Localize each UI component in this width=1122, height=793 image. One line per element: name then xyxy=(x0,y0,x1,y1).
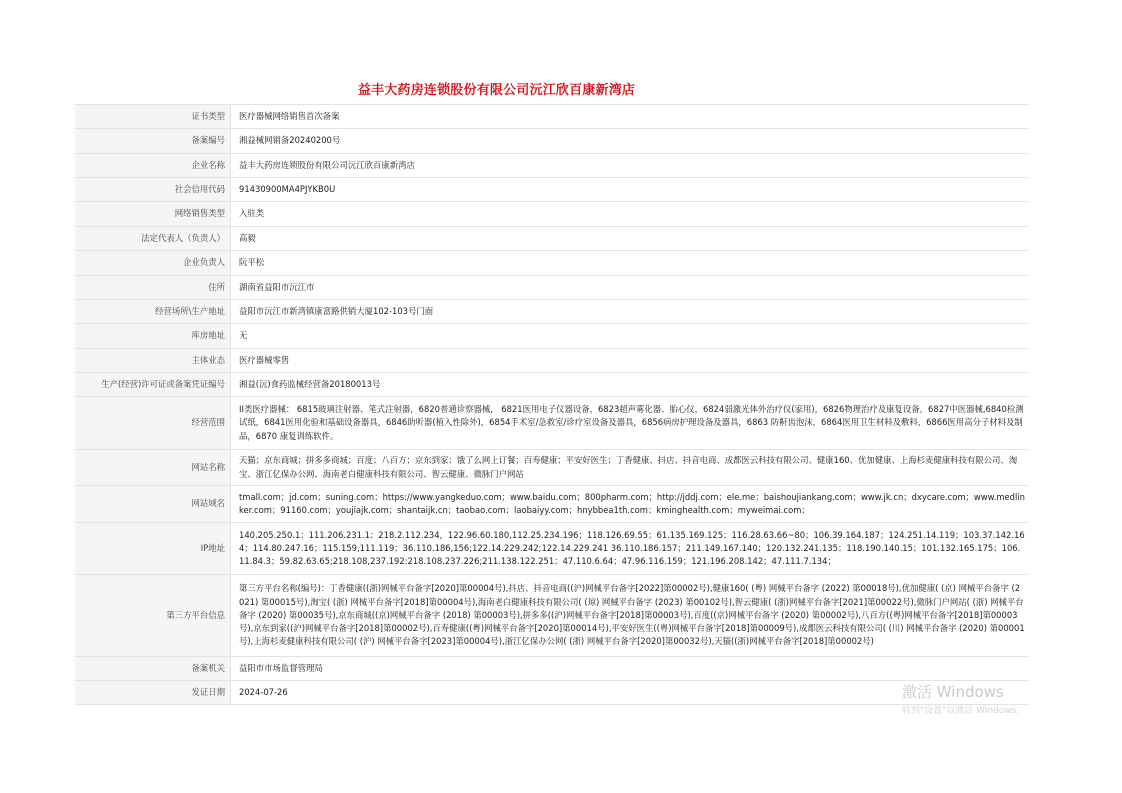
row-label: 备案机关 xyxy=(75,657,231,681)
table-row xyxy=(75,523,1029,575)
row-value: 益阳市市场监督管理局 xyxy=(231,657,1030,681)
row-value: 无 xyxy=(231,324,1030,349)
row-value: 医疗器械零售 xyxy=(231,349,1030,373)
row-label: 企业名称 xyxy=(75,154,231,178)
row-value: 140.205.250.1；111.206.231.1；218.2.112.234，122.96.60.180,112.25.234.196；118.126.69.55；61.135.169.125；116.28.63.66~80；106.39.164.187；124.251.14.119；103.37.142.164；114.80.247.16；115.159,111.119；36.110.186,156;122.14.229.242;122.14.229.241 36.110.186.157；211.149.167.140；120.132.241.135；118.190.140.15；101.132.165.175；106.11.84.3；59.82.63.65;218.108,237.192:218.108.237.226;211.138.122.251；47.110.6.64；47.96.116.159；121.196.208.142；47.111.7.134； xyxy=(231,523,1030,575)
table-row xyxy=(75,178,1029,202)
row-value: 湘益械网销备20240200号 xyxy=(231,129,1030,154)
row-value: 入驻类 xyxy=(231,202,1030,227)
row-label: 网站域名 xyxy=(75,486,231,523)
row-label: 企业负责人 xyxy=(75,251,231,276)
table-row xyxy=(75,227,1029,251)
table-row xyxy=(75,202,1029,227)
row-label: 生产(经营)许可证或备案凭证编号 xyxy=(75,373,231,397)
table-row xyxy=(75,324,1029,349)
row-value: II类医疗器械： 6815玻璃注射器、笔式注射器，6820普通诊察器械， 6821医用电子仪器设备，6823超声雾化器、胎心仪，6824弱激光体外治疗仪(家用)，6826物理治疗及康复设备，6827中医器械,6840检测试纸，6841医用化验和基础设备器具，6846助听器(植入性除外)，6854手术室/急救室/诊疗室设备及器具，6856病房护理设备及器具，6863 防鼾齿泡沫，6864医用卫生材料及敷料，6866医用高分子材料及制品，6870 康复训练软件。 xyxy=(231,397,1030,450)
table-row xyxy=(75,657,1029,681)
row-label: 住所 xyxy=(75,276,231,300)
table-row xyxy=(75,681,1029,705)
table-row xyxy=(75,300,1029,324)
row-value: 2024-07-26 xyxy=(231,681,1030,705)
table-row xyxy=(75,373,1029,397)
row-value: 医疗器械网络销售首次备案 xyxy=(231,105,1030,129)
table-row xyxy=(75,129,1029,154)
row-value: 湖南省益阳市沅江市 xyxy=(231,276,1030,300)
row-value: 湘益(沅)食药监械经营备20180013号 xyxy=(231,373,1030,397)
table-row xyxy=(75,450,1029,486)
row-label: 法定代表人（负责人） xyxy=(75,227,231,251)
row-label: 证书类型 xyxy=(75,105,231,129)
row-value: 第三方平台名称(编号)：丁香健康((浙)网械平台备字[2020]第00004号),抖店、抖音电商((沪)网械平台备字[2022]第00002号),健康160( (粤) 网械平台备字 (2022) 第00018号),优加健康( (京) 网械平台备字 (2021) 第00015号),淘宝( (浙) 网械平台备字[2018]第00004号),海南老白健康科技有限公司( (琼) 网械平台备字 (2023) 第00102号),智云健康( (浙)网械平台备字[2021]第00022号),微脉门户网站( (浙) 网械平台备字 (2020) 第00035号),京东商城((京)网械平台备字 (2018) 第00003号),拼多多((沪)网械平台备字[2018]第00003号),百度((京)网械平台备字 (2020) 第00002号),八百方((粤)网械平台备字[2018]第00003号),京东到家((沪)网械平台备字[2018]第00002号),百寿健康((粤)网械平台备字[2020]第00014号),平安好医生((粤)网械平台备字[2018]第00009号),成都医云科技有限公司( (川) 网械平台备字 (2020) 第00001号),上海杉麦健康科技有限公司( (沪) 网械平台备字[2023]第00004号),浙江亿保办公网( (浙) 网械平台备字[2020]第00032号),天猫((浙)网械平台备字[2018]第00002号) xyxy=(231,575,1030,657)
row-value: 益丰大药房连锁股份有限公司沅江欣百康新湾店 xyxy=(231,154,1030,178)
row-label: 网站名称 xyxy=(75,450,231,486)
table-row xyxy=(75,486,1029,523)
row-label: 第三方平台信息 xyxy=(75,575,231,657)
record-table xyxy=(75,104,1029,705)
windows-activation-watermark: 激活 Windows xyxy=(902,683,1004,701)
row-label: 经营场所\生产地址 xyxy=(75,300,231,324)
row-label: 经营范围 xyxy=(75,397,231,450)
row-value: tmall.com；jd.com；suning.com；https://www.yangkeduo.com；www.baidu.com；800pharm.com；http://jddj.com；ele.me；baishoujiankang.com；www.jk.cn；dxycare.com；www.medlinker.com；91160.com；youjiajk.com；shantaijk.cn；taobao.com；laobaiyy.com；hnybbea1th.com；kminghealth.com；myweimai.com； xyxy=(231,486,1030,523)
table-row xyxy=(75,397,1029,450)
row-label: 备案编号 xyxy=(75,129,231,154)
row-label: 主体业态 xyxy=(75,349,231,373)
row-label: 社会信用代码 xyxy=(75,178,231,202)
row-label: 发证日期 xyxy=(75,681,231,705)
row-value: 高毅 xyxy=(231,227,1030,251)
page-title: 益丰大药房连锁股份有限公司沅江欣百康新湾店 xyxy=(357,83,636,98)
table-row xyxy=(75,575,1029,657)
row-label: IP地址 xyxy=(75,523,231,575)
row-label: 库房地址 xyxy=(75,324,231,349)
row-label: 网络销售类型 xyxy=(75,202,231,227)
row-value: 天猫；京东商城；拼多多商城；百度；八百方；京东到家；饿了么网上订餐；百寿健康；平安好医生；丁香健康、抖店、抖音电商、成都医云科技有限公司、健康160、优加健康、上海杉麦健康科技有限公司、淘宝、浙江亿保办公网、海南老白健康科技有限公司、智云健康、微脉门户网站 xyxy=(231,450,1030,486)
table-row xyxy=(75,251,1029,276)
table-row xyxy=(75,276,1029,300)
row-value: 91430900MA4PJYKB0U xyxy=(231,178,1030,202)
table-row xyxy=(75,105,1029,129)
row-value: 益阳市沅江市新湾镇康富路供销大厦102-103号门面 xyxy=(231,300,1030,324)
windows-activation-hint: 转到"设置"以激活 Windows。 xyxy=(902,706,1026,716)
table-row xyxy=(75,154,1029,178)
table-row xyxy=(75,349,1029,373)
row-value: 阮平松 xyxy=(231,251,1030,276)
